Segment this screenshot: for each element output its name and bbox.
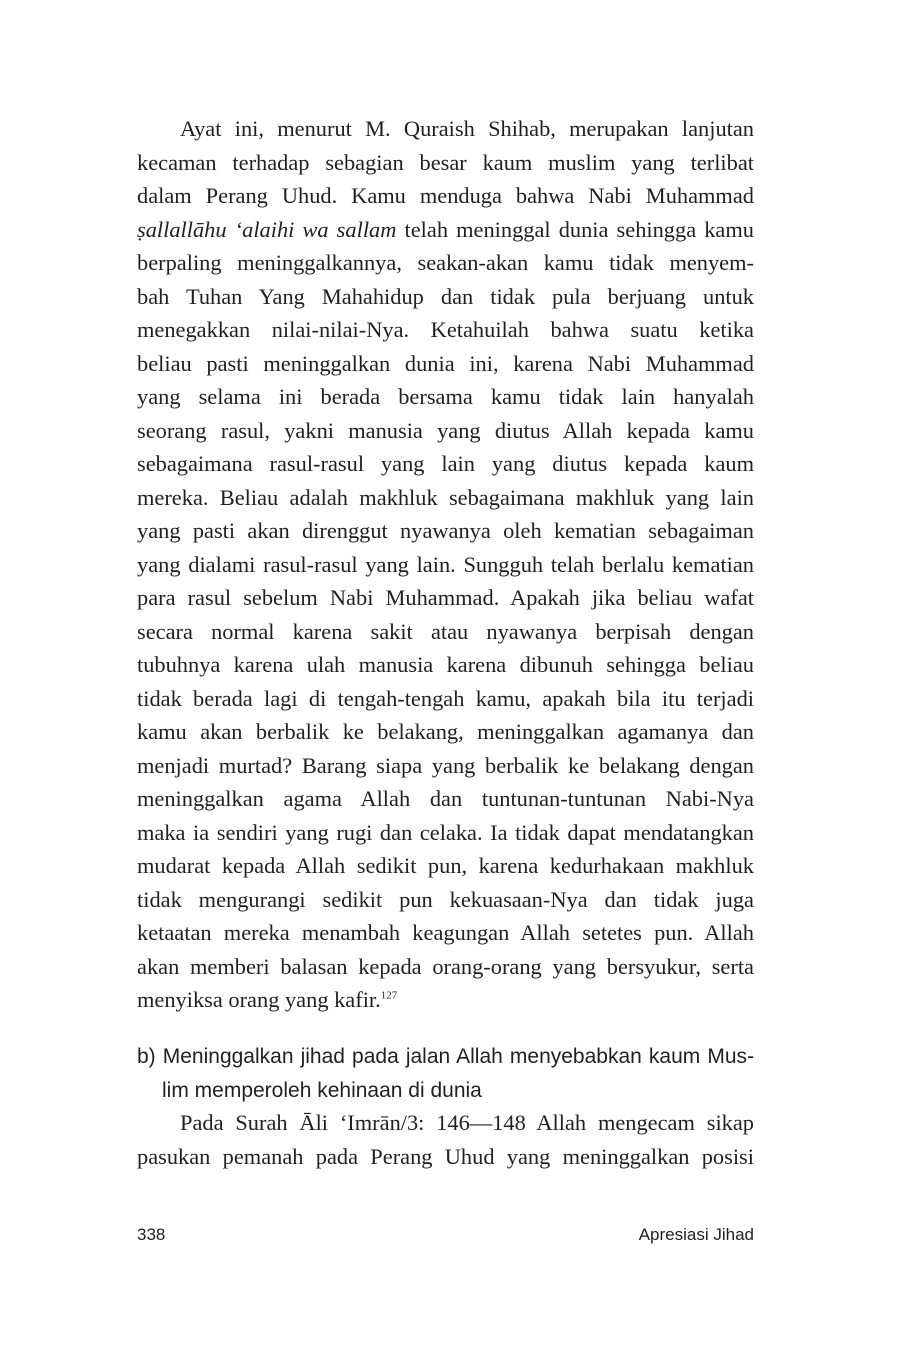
text-line: beliau pasti meninggalkan dunia ini, karena Nabi Muhammad (137, 350, 754, 376)
subheading-line: lim memperoleh kehinaan di dunia (162, 1078, 482, 1102)
text-line: kamu akan berbalik ke belakang, meninggalkan agamanya dan (137, 719, 754, 744)
text-line: kecaman terhadap sebagian besar kaum muslim yang terlibat (137, 149, 754, 175)
text-line: dalam Perang Uhud. Kamu menduga bahwa Nabi Muhammad (137, 183, 754, 208)
text-line: ketaatan mereka menambah keagungan Allah setetes pun. Allah (137, 920, 754, 945)
text-line: menegakkan nilai-nilai-Nya. Ketahuilah bahwa suatu ketika (137, 317, 754, 342)
page-number: 338 (137, 1225, 166, 1244)
running-title: Apresiasi Jihad (638, 1225, 754, 1244)
text-line: pasukan pemanah pada Perang Uhud yang meninggalkan posisi (137, 1143, 754, 1169)
text-line: tidak mengurangi sedikit pun kekuasaan-Nya dan tidak juga (137, 886, 754, 912)
text-line: meninggalkan agama Allah dan tuntunan-tuntunan Nabi-Nya (137, 786, 754, 811)
body-paragraph-1 (137, 112, 754, 1017)
text-line: yang selama ini berada bersama kamu tidak lain hanyalah (137, 384, 754, 409)
text-line: menjadi murtad? Barang siapa yang berbalik ke belakang dengan (137, 752, 754, 778)
text-line: Ayat ini, menurut M. Quraish Shihab, merupakan lanjutan (180, 116, 754, 141)
text-line: seorang rasul, yakni manusia yang diutus Allah kepada kamu (137, 417, 754, 443)
footnote-reference[interactable]: 127 (380, 989, 398, 1002)
salawat-italic: ṣallallāhu ‘alaihi wa sallam (137, 216, 397, 242)
text-line: maka ia sendiri yang rugi dan celaka. Ia tidak dapat mendatangkan (137, 819, 754, 845)
text-line-last (137, 983, 754, 1017)
text-line: Pada Surah Āli ‘Imrān/3: 146—148 Allah mengecam sikap (180, 1110, 754, 1135)
text-line: secara normal karena sakit atau nyawanya berpisah dengan (137, 618, 754, 644)
text-line: yang dialami rasul-rasul yang lain. Sungguh telah berlalu kematian (137, 551, 754, 577)
text-line: sebagaimana rasul-rasul yang lain yang diutus kepada kaum (137, 451, 754, 476)
text-line: mudarat kepada Allah sedikit pun, karena kedurhakaan makhluk (137, 853, 754, 878)
text-line-end: menyiksa orang yang kafir. (137, 987, 381, 1012)
text-line: akan memberi balasan kepada orang-orang yang bersyukur, serta (137, 953, 754, 979)
text-line: tidak berada lagi di tengah-tengah kamu, apakah bila itu terjadi (137, 685, 754, 711)
text-line: bah Tuhan Yang Mahahidup dan tidak pula berjuang untuk (137, 283, 754, 309)
text-line: berpaling meninggalkannya, seakan-akan kamu tidak menyem- (137, 250, 754, 275)
body-paragraph-2 (137, 1106, 754, 1173)
subheading-b (137, 1040, 754, 1107)
text-line: yang pasti akan direnggut nyawanya oleh kematian sebagaiman (137, 518, 754, 543)
text-line: mereka. Beliau adalah makhluk sebagaimana makhluk yang lain (137, 484, 754, 510)
subheading-line: b) Meninggalkan jihad pada jalan Allah menyebabkan kaum Mus- (137, 1045, 754, 1068)
text-line-with-italic (137, 213, 754, 247)
text-line: para rasul sebelum Nabi Muhammad. Apakah jika beliau wafat (137, 585, 754, 610)
text-line: tubuhnya karena ulah manusia karena dibunuh sehingga beliau (137, 652, 754, 677)
page-footer (137, 1222, 754, 1248)
text-line-rest: telah meninggal dunia sehingga kamu (404, 216, 754, 242)
